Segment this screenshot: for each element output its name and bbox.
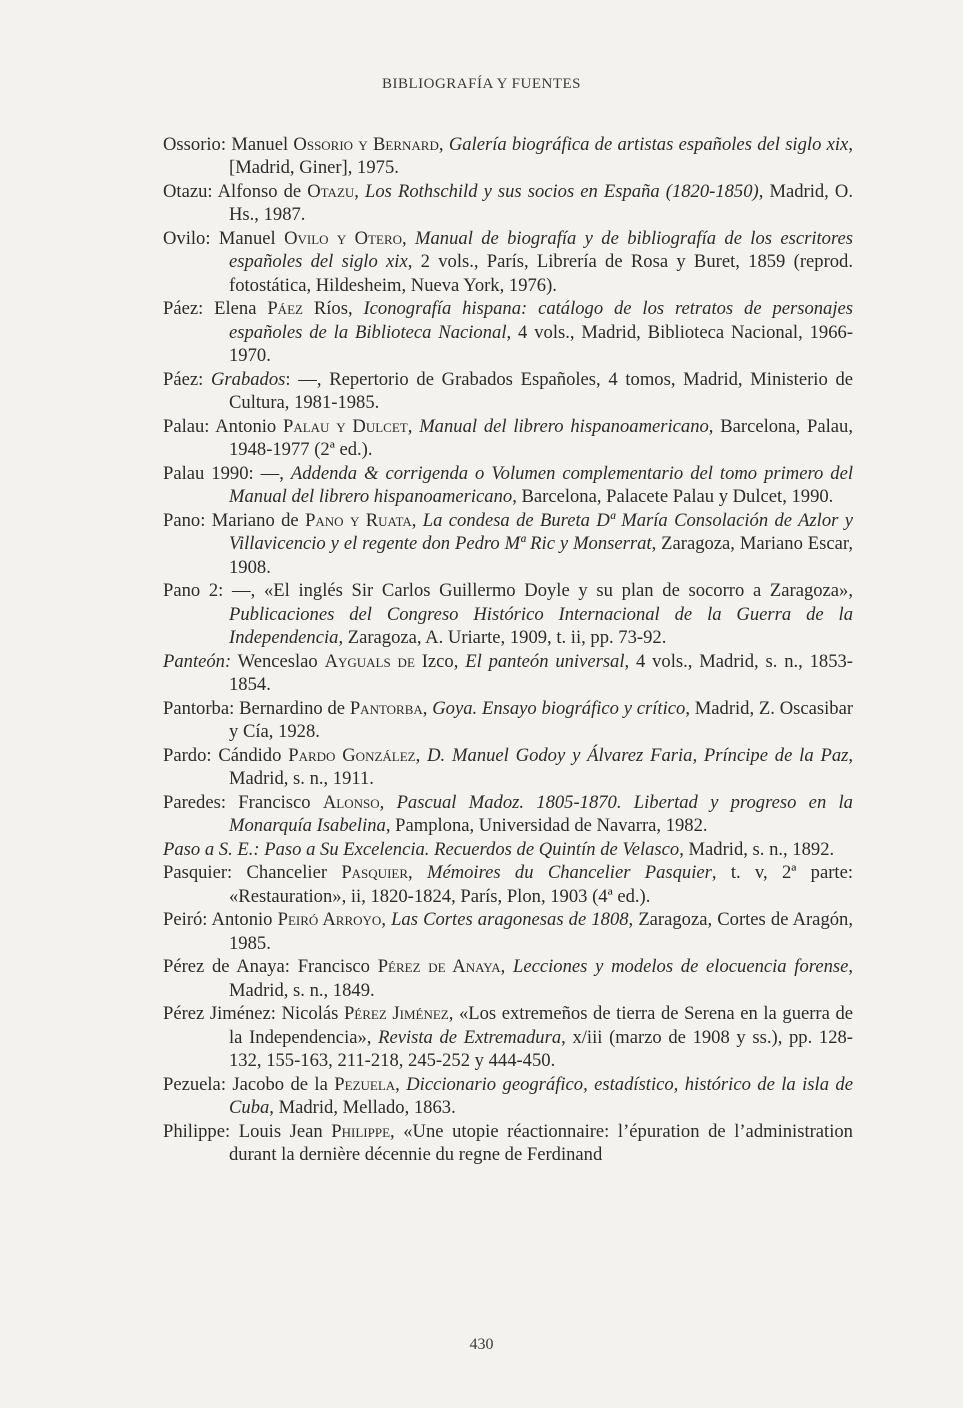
entry-text: , 4 vols., Madrid, s. n., 1853-1854.: [229, 650, 853, 696]
bibliography-entry: [163, 908, 853, 955]
entry-text: , t. v, 2ª parte: «Restauration», ii, 1820-1824, París, Plon, 1903 (4ª ed.).: [229, 862, 853, 907]
bibliography-entry: [163, 838, 853, 861]
work-title: Lecciones y modelos de elocuencia forense: [513, 956, 849, 978]
entry-key: Pezuela:: [163, 1073, 226, 1095]
author-name: Ossorio y Bernard: [293, 134, 439, 155]
entry-text: ,: [438, 134, 444, 155]
entry-key: Peiró:: [163, 909, 208, 931]
entry-text: Mariano de: [211, 509, 299, 531]
author-name: Philippe: [331, 1120, 391, 1142]
bibliography-entry: [163, 955, 853, 1002]
entry-key: Ovilo:: [163, 228, 211, 249]
bibliography-entry: [163, 1120, 853, 1167]
entry-text: , Madrid, s. n., 1892.: [679, 838, 835, 860]
entry-text: , Zaragoza, A. Uriarte, 1909, t. ii, pp. 73-92.: [338, 627, 667, 649]
entry-key: Pantorba:: [163, 697, 235, 719]
author-name: Palau y Dulcet: [283, 415, 408, 437]
bibliography-entry: [163, 1073, 853, 1120]
work-title: Grabados: [210, 368, 286, 390]
entry-key: Páez:: [163, 298, 204, 320]
entry-text: , «Los extremeños de tierra de Serena en la guerra de la Independencia»,: [229, 1003, 854, 1048]
entry-text: Izco,: [421, 650, 459, 672]
bibliography-entry: [163, 462, 853, 509]
author-name: Pérez Jiménez: [343, 1003, 449, 1025]
entry-text: ,: [379, 791, 385, 813]
author-name: Pezuela: [334, 1073, 396, 1095]
entry-text: Cándido: [218, 744, 282, 766]
entry-text: Wenceslao: [237, 650, 318, 672]
entry-text: Manuel: [218, 228, 276, 249]
work-title: D. Manuel Godoy y Álvarez Faria, Príncipe de la Paz: [427, 744, 849, 766]
author-name: Pardo González: [288, 744, 416, 766]
entry-text: Antonio: [215, 415, 277, 437]
entry-text: ,: [411, 509, 417, 531]
author-name: Ovilo y Otero: [284, 228, 402, 249]
page-number: 430: [469, 1336, 494, 1353]
work-title: Paso a Su Excelencia. Recuerdos de Quintín de Velasco: [264, 838, 680, 860]
author-name: Ayguals de: [324, 650, 415, 672]
entry-text: Francisco: [297, 956, 370, 978]
entry-text: , Madrid, O. Hs., 1987.: [229, 181, 853, 226]
bibliography-entry: [163, 509, 853, 579]
entry-text: ,: [408, 862, 413, 884]
author-name: Páez: [267, 298, 303, 320]
entry-key: Pérez de Anaya:: [163, 956, 290, 978]
work-title: Manual de biografía y de bibliografía de los escritores españoles del siglo xix: [229, 228, 853, 273]
entry-text: , 4 vols., Madrid, Biblioteca Nacional, 1966-1970.: [229, 321, 854, 367]
entry-text: , x/iii (marzo de 1908 y ss.), pp. 128-132, 155-163, 211-218, 245-252 y 444-450.: [229, 1026, 853, 1072]
author-name: Pano y Ruata: [305, 509, 412, 531]
entry-text: , 2 vols., París, Librería de Rosa y Buret, 1859 (reprod. fotostática, Hildesheim, Nueva York, 1976).: [229, 251, 853, 296]
entry-key: Otazu:: [163, 181, 213, 202]
entry-text: Alfonso de: [217, 181, 302, 202]
entry-text: Chancelier: [246, 862, 328, 884]
entry-text: , Barcelona, Palacete Palau y Dulcet, 1990.: [512, 486, 834, 508]
entry-text: , Barcelona, Palau, 1948-1977 (2ª ed.).: [229, 415, 853, 461]
work-title: La condesa de Bureta Dª María Consolación de Azlor y Villavicencio y el regente don Pedro Mª Ric y Monserrat: [229, 509, 853, 555]
entry-key: Pardo:: [163, 744, 212, 766]
work-title: Los Rothschild y sus socios en España (1820-1850): [365, 181, 759, 202]
work-title: Goya. Ensayo biográfico y crítico: [432, 697, 686, 719]
entry-text: Bernardino de: [239, 697, 346, 719]
work-title: Galería biográfica de artistas españoles del siglo xix: [448, 134, 849, 155]
entry-key: Ossorio:: [163, 134, 227, 155]
entry-text: Nicolás: [281, 1003, 339, 1025]
bibliography-list: [163, 133, 853, 1167]
entry-text: Antonio: [211, 909, 273, 931]
entry-text: , Pamplona, Universidad de Navarra, 1982.: [385, 815, 708, 837]
author-name: Pantorba: [349, 697, 423, 719]
work-title: Publicaciones del Congreso Histórico Internacional de la Guerra de la Independencia: [229, 603, 853, 649]
entry-text: «Une utopie réactionnaire: l’épuration de l’administration durant la dernière décennie du regne de Ferdinand: [229, 1120, 853, 1166]
entry-text: Manuel: [231, 134, 289, 155]
entry-text: ,: [381, 909, 386, 931]
entry-text: , Madrid, Mellado, 1863.: [269, 1097, 456, 1119]
bibliography-entry: [163, 697, 853, 744]
entry-text: Francisco: [238, 791, 311, 813]
entry-text: , [Madrid, Giner], 1975.: [229, 134, 853, 179]
author-name: Otazu: [307, 181, 355, 202]
entry-text: , Madrid, s. n., 1911.: [229, 744, 854, 790]
entry-key: Paso a S. E.:: [163, 838, 260, 860]
entry-text: —,: [260, 462, 284, 484]
entry-text: : —, Repertorio de Grabados Españoles, 4 tomos, Madrid, Ministerio de Cultura, 1981-1985.: [229, 368, 854, 414]
entry-key: Panteón:: [163, 650, 232, 672]
work-title: Manual del librero hispanoamericano: [419, 415, 709, 437]
entry-key: Palau 1990:: [163, 462, 254, 484]
work-title: Mémoires du Chancelier Pasquier: [426, 862, 712, 884]
bibliography-entry: [163, 133, 853, 180]
bibliography-entry: [163, 297, 853, 367]
entry-text: ,: [415, 744, 421, 766]
entry-key: Pano 2:: [163, 580, 224, 602]
entry-text: , Madrid, s. n., 1849.: [229, 956, 854, 1001]
entry-key: Paredes:: [163, 791, 226, 813]
entry-key: Palau:: [163, 415, 210, 437]
work-title: Addenda & corrigenda o Volumen complementario del tomo primero del Manual del librero hispanoamericano: [229, 462, 854, 508]
work-title: Revista de Extremadura: [378, 1026, 562, 1048]
entry-text: ,: [390, 1120, 395, 1142]
bibliography-entry: [163, 744, 853, 791]
bibliography-entry: [163, 861, 853, 908]
author-name: Alonso: [322, 791, 380, 813]
entry-key: Pérez Jiménez:: [163, 1003, 276, 1025]
entry-text: ,: [402, 228, 407, 249]
author-name: Pasquier: [341, 862, 409, 884]
entry-text: , Madrid, Z. Oscasibar y Cía, 1928.: [229, 697, 854, 743]
running-header: BIBLIOGRAFÍA Y FUENTES: [381, 76, 582, 92]
entry-text: Ríos,: [313, 298, 353, 320]
entry-key: Pano:: [163, 509, 206, 531]
entry-text: Jacobo de la: [232, 1073, 328, 1095]
work-title: Iconografía hispana: catálogo de los retratos de personajes españoles de la Biblioteca Nacional: [229, 298, 854, 343]
entry-key: Páez:: [163, 368, 204, 390]
entry-text: ,: [407, 415, 413, 437]
work-title: Diccionario geográfico, estadístico, histórico de la isla de Cuba: [229, 1073, 853, 1119]
entry-text: ,: [422, 697, 428, 719]
entry-text: —, «El inglés Sir Carlos Guillermo Doyle y su plan de socorro a Zaragoza»,: [232, 580, 853, 602]
entry-text: , Zaragoza, Mariano Escar, 1908.: [229, 533, 853, 578]
bibliography-entry: [163, 415, 853, 462]
work-title: Pascual Madoz. 1805-1870. Libertad y progreso en la Monarquía Isabelina: [229, 791, 853, 837]
bibliography-entry: [163, 650, 853, 697]
entry-text: ,: [500, 956, 506, 978]
entry-key: Pasquier:: [163, 862, 233, 884]
entry-key: Philippe:: [163, 1120, 231, 1142]
bibliography-entry: [163, 791, 853, 838]
entry-text: ,: [395, 1073, 400, 1095]
bibliography-entry: [163, 579, 853, 649]
author-name: Pérez de Anaya: [377, 956, 501, 978]
bibliography-entry: [163, 368, 853, 415]
work-title: Las Cortes aragonesas de 1808: [391, 909, 629, 931]
entry-text: ,: [354, 181, 359, 202]
bibliography-entry: [163, 227, 853, 297]
work-title: El panteón universal: [465, 650, 625, 672]
bibliography-entry: [163, 180, 853, 227]
bibliography-entry: [163, 1002, 853, 1072]
entry-text: Louis Jean: [238, 1120, 323, 1142]
entry-text: Elena: [214, 298, 257, 320]
author-name: Peiró Arroyo: [277, 909, 382, 931]
entry-text: , Zaragoza, Cortes de Aragón, 1985.: [229, 909, 853, 954]
